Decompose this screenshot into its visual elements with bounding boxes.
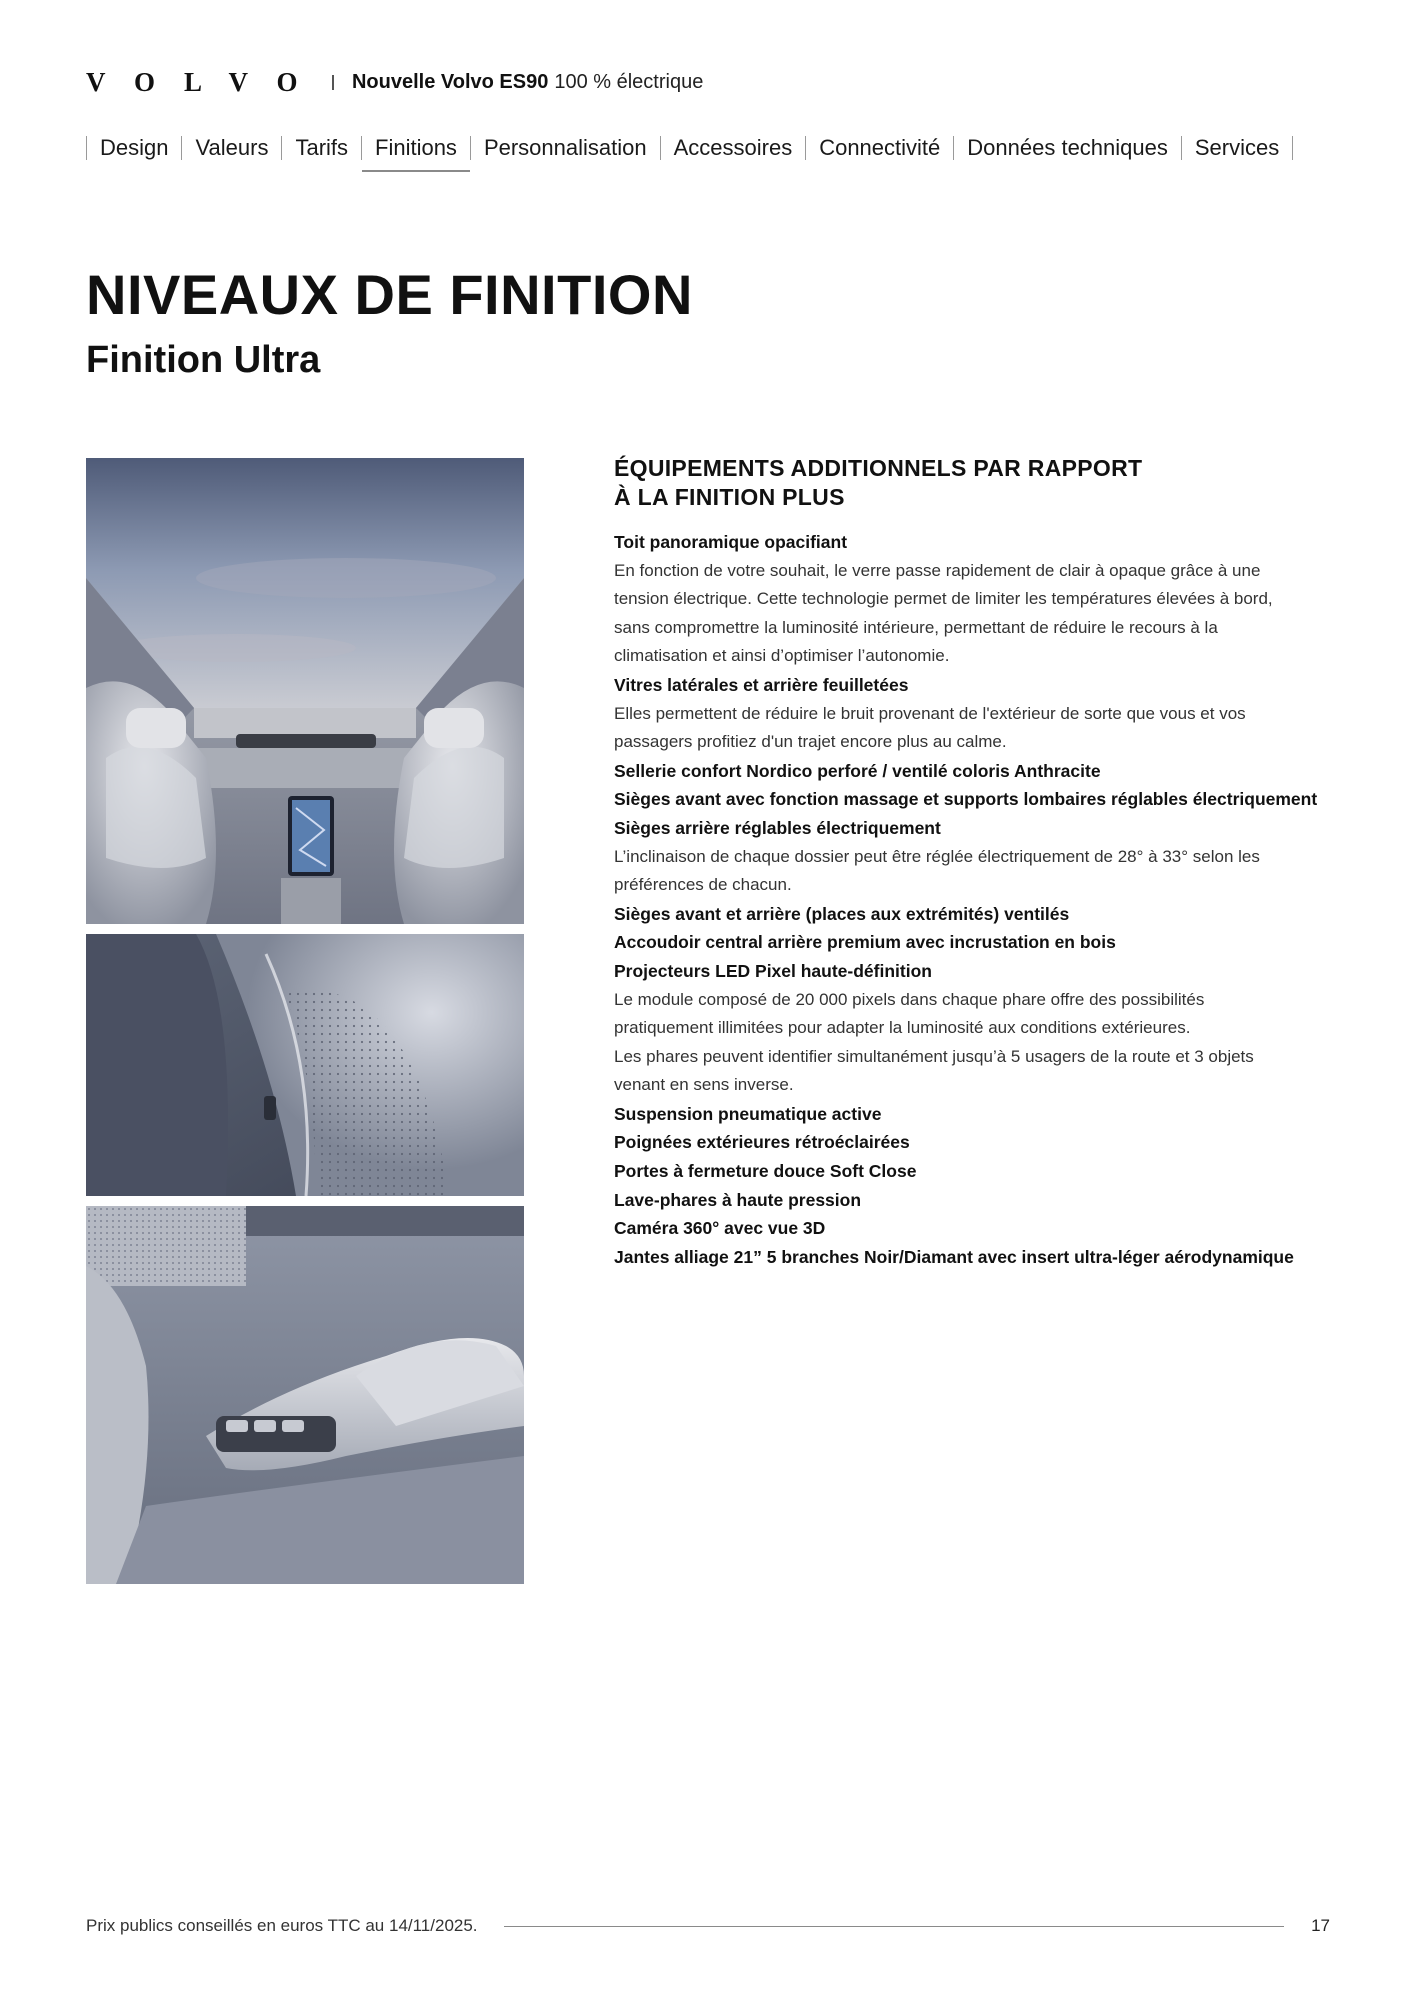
equipment-item-title: Portes à fermeture douce Soft Close [614,1161,917,1182]
equipment-item [614,1243,1354,1272]
equipment-item [614,957,1354,1100]
equipment-item [614,900,1354,929]
equipment-item-title: Sièges avant et arrière (places aux extrémités) ventilés [614,903,1070,924]
equipment-list [614,528,1354,1271]
header-divider [332,75,334,90]
section-nav [86,132,1293,172]
equipment-item [614,785,1354,814]
equipment-item-description-line: climatisation et ainsi d’optimiser l’autonomie. [614,646,950,666]
equipment-item-title: Caméra 360° avec vue 3D [614,1218,826,1239]
equipment-item-description-line: En fonction de votre souhait, le verre passe rapidement de clair à opaque grâce à une [614,560,1261,580]
equipment-item-description-line: sans compromettre la luminosité intérieure, permettant de réduire le recours à la [614,617,1218,637]
page-header [86,64,703,100]
page-subtitle: Finition Ultra [86,339,321,381]
equipment-item-title: Lave-phares à haute pression [614,1189,862,1210]
equipment-item-title: Suspension pneumatique active [614,1103,882,1124]
equipment-item-title: Vitres latérales et arrière feuilletées [614,674,909,695]
equipment-item-description-line: L’inclinaison de chaque dossier peut être réglée électriquement de 28° à 33° selon les [614,846,1260,866]
equipment-item-description-line: pratiquement illimitées pour adapter la luminosité aux conditions extérieures. [614,1018,1191,1038]
equipment-item-title: Accoudoir central arrière premium avec incrustation en bois [614,932,1116,953]
equipment-item [614,1157,1354,1186]
equipment-item [614,1128,1354,1157]
equipment-item-title: Sellerie confort Nordico perforé / ventilé coloris Anthracite [614,760,1101,781]
equipment-item [614,1100,1354,1129]
equipment-heading [614,454,1354,512]
equipment-item-description-line: préférences de chacun. [614,875,792,895]
nav-item-services[interactable]: Services [1194,135,1280,160]
equipment-item-description-line: tension électrique. Cette technologie permet de limiter les températures élevées à bord, [614,589,1273,609]
equipment-item [614,1214,1354,1243]
equipment-item [614,671,1354,757]
nav-divider [1292,136,1293,160]
equipment-item-description-line: Le module composé de 20 000 pixels dans chaque phare offre des possibilités [614,989,1205,1009]
nav-item-finitions[interactable]: Finitions [362,132,470,172]
page-number: 17 [1311,1916,1330,1935]
equipment-item-title: Sièges avant avec fonction massage et supports lombaires réglables électriquement [614,789,1318,810]
equipment-item-title: Projecteurs LED Pixel haute-définition [614,960,932,981]
equipment-item-description-line: Elles permettent de réduire le bruit provenant de l'extérieur de sorte que vous et vos [614,703,1246,723]
equipment-item [614,928,1354,957]
nav-item-personnalisation[interactable]: Personnalisation [483,135,647,160]
nav-item-accessoires[interactable]: Accessoires [673,135,793,160]
equipment-heading-line: À LA FINITION PLUS [614,484,845,510]
equipment-item [614,757,1354,786]
door-panel-armrest-photo [86,1206,524,1584]
additional-equipment-section [614,454,1354,1271]
nav-item-design[interactable]: Design [100,135,169,160]
equipment-item-title: Poignées extérieures rétroéclairées [614,1132,910,1153]
equipment-item-title: Jantes alliage 21” 5 branches Noir/Diamant avec insert ultra-léger aérodynamique [614,1246,1294,1267]
nav-item-tarifs[interactable]: Tarifs [295,135,349,160]
equipment-item-description-line: Les phares peuvent identifier simultanément jusqu’à 5 usagers de la route et 3 objets [614,1046,1254,1066]
page-footer [86,1912,1330,1940]
footer-divider [504,1926,1284,1927]
header-model-suffix: 100 % électrique [554,70,704,93]
equipment-item-title: Toit panoramique opacifiant [614,532,848,552]
equipment-item [614,1186,1354,1215]
nav-item-connectivite[interactable]: Connectivité [819,135,941,160]
header-model-name: Nouvelle Volvo ES90 [351,70,549,93]
equipment-item-description-line: venant en sens inverse. [614,1075,794,1095]
equipment-item-title: Sièges arrière réglables électriquement [614,817,941,838]
equipment-heading-line: ÉQUIPEMENTS ADDITIONNELS PAR RAPPORT [614,455,1143,481]
nav-item-valeurs[interactable]: Valeurs [195,135,269,160]
page-title: NIVEAUX DE FINITION [86,263,693,326]
equipment-item-description-line: passagers profitiez d'un trajet encore plus au calme. [614,732,1007,752]
price-note: Prix publics conseillés en euros TTC au 14/11/2025. [86,1916,478,1935]
perforated-seat-detail-photo [86,934,524,1196]
nav-item-donnees-techniques[interactable]: Données techniques [967,135,1168,160]
volvo-logo: VOLVO [86,66,327,97]
interior-panoramic-roof-photo [86,458,524,924]
equipment-item [614,814,1354,900]
equipment-item [614,528,1354,671]
